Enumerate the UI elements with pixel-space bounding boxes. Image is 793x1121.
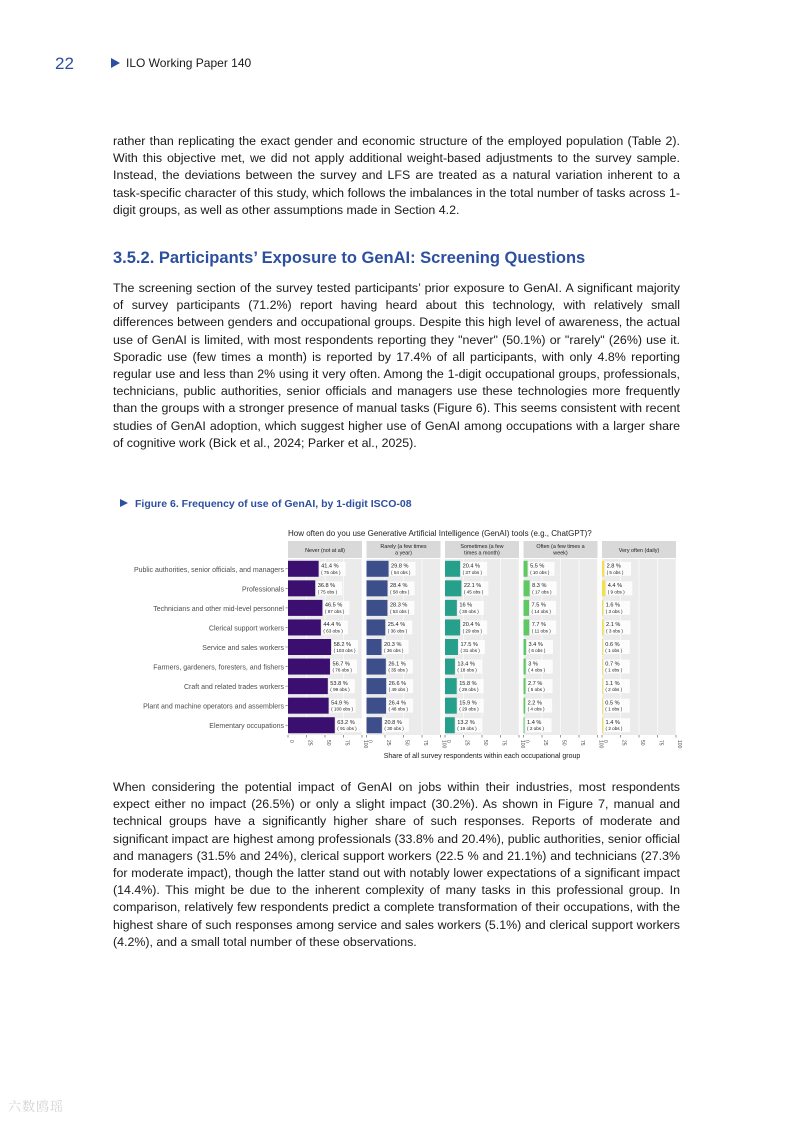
x-tick-label: 100: [597, 740, 604, 749]
x-tick-label: 50: [638, 740, 645, 746]
data-label-obs: ( 4 obs ): [528, 667, 546, 673]
x-tick-label: 0: [287, 740, 294, 743]
bar: [445, 698, 457, 714]
data-label-obs: ( 11 obs ): [531, 628, 551, 634]
bar: [367, 717, 382, 733]
data-label: 25.4 %: [387, 622, 406, 629]
bar: [524, 678, 526, 694]
bar: [602, 717, 603, 733]
bar: [367, 561, 389, 577]
data-label: 5.5 %: [530, 563, 545, 570]
y-tick-label: Craft and related trades workers: [184, 684, 284, 692]
bar: [288, 659, 330, 675]
data-label: 17.5 %: [460, 641, 478, 648]
data-label: 2.1 %: [606, 622, 621, 629]
bar: [288, 600, 322, 616]
data-label-obs: ( 36 obs ): [387, 628, 408, 634]
data-label: 44.4 %: [323, 622, 341, 629]
data-label: 3 %: [528, 661, 538, 668]
data-label: 46.5 %: [324, 602, 343, 609]
bar: [288, 580, 315, 596]
y-tick-label: Farmers, gardeners, foresters, and fishers: [153, 664, 284, 672]
data-label: 7.5 %: [531, 602, 546, 609]
chart-title: How often do you use Generative Artificial Intelligence (GenAI) tools (e.g., ChatGPT)?: [288, 529, 592, 538]
data-label-obs: ( 100 obs ): [331, 706, 354, 712]
series-title: ILO Working Paper 140: [126, 56, 252, 70]
data-label: 41.4 %: [321, 563, 339, 570]
x-tick-label: 0: [523, 740, 530, 743]
data-label-obs: ( 36 obs ): [384, 648, 404, 653]
x-tick-label: 100: [518, 740, 525, 749]
data-label: 54.9 %: [331, 700, 349, 707]
data-label-obs: ( 2 obs ): [605, 687, 623, 693]
data-label: 15.8 %: [459, 680, 477, 687]
data-label-obs: ( 53 obs ): [389, 608, 410, 614]
bar: [288, 717, 335, 733]
paragraph-3: When considering the potential impact of GenAI on jobs within their industries, most respondents expect either no impact (26.5%) or only a slight impact (30.2%). As shown in Figure 7, manual and technical groups have a significantly higher share of such responses. Reports of moderate and significant impact are highest among professionals (33.8% and 20.4%), public authorities, senior official and managers (31.5% and 24%), clerical support workers (22.5 % and 21.1%) and technicians (27.3% for moderate impact), though the latter stand out with notably lower expectations of a significant impact (14.4%). This might be due to the inherent complexity of many tasks in this professional group. In comparison, relatively few respondents predict a complete transformation of their occupations, with the highest share of such responses among service and sales workers (5.1%) and clerical support workers (4.2%), and a small total number of these observations.: [113, 780, 680, 949]
y-tick-label: Professionals: [241, 586, 284, 594]
data-label-obs: ( 1 obs ): [605, 648, 623, 653]
x-tick-label: 25: [541, 740, 548, 746]
bar: [445, 619, 460, 635]
bar: [367, 600, 388, 616]
frequency-chart: [110, 524, 695, 766]
facet-title: Sometimes (a few: [460, 544, 504, 550]
data-label: 3.4 %: [528, 641, 543, 648]
data-label: 53.8 %: [330, 680, 348, 687]
data-label: 0.6 %: [605, 641, 620, 648]
bar: [445, 659, 455, 675]
data-label: 2.7 %: [527, 680, 543, 687]
data-label-obs: ( 75 obs ): [321, 569, 341, 575]
data-label-obs: ( 29 obs ): [459, 687, 479, 693]
bar: [367, 639, 382, 655]
data-label: 13.2 %: [457, 720, 475, 727]
data-label: 16 %: [459, 602, 473, 609]
bar: [524, 717, 525, 733]
data-label: 1.4 %: [605, 720, 620, 727]
x-axis-label: Share of all survey respondents within each occupational group: [383, 753, 581, 760]
data-label: 13.4 %: [457, 661, 475, 668]
x-tick-label: 0: [366, 740, 373, 743]
bar: [288, 619, 321, 635]
x-tick-label: 50: [560, 740, 567, 746]
x-tick-label: 75: [657, 740, 664, 746]
figure-caption-text: Figure 6. Frequency of use of GenAI, by 1-digit ISCO-08: [135, 498, 412, 510]
bar: [288, 639, 331, 655]
paragraph-2: The screening section of the survey tested participants’ prior exposure to GenAI. A significant majority of survey participants (71.2%) report having heard about this technology, with relatively small differences between genders and occupational groups. Despite this high level of awareness, the actual use of GenAI is limited, with most respondents reporting they "never" (50.1%) or "rarely" (26%) use it. Sporadic use (few times a month) is reported by 17.4% of all participants, with only 4.8% reporting regular use and less than 2% using it very often. Among the 1-digit occupational groups, professionals, technicians, public authorities, senior officials and managers use these technologies more frequently than the groups with a stronger presence of manual tasks (Figure 6). This seems consistent with recent studies of GenAI adoption, which suggest higher use of GenAI among occupations with a larger share of cognitive work (Bick et al., 2024; Parker et al., 2025).: [113, 281, 680, 450]
bar: [288, 561, 319, 577]
bar: [367, 659, 386, 675]
page-header: [55, 54, 695, 74]
data-label: 15.9 %: [459, 700, 477, 707]
data-label: 1.6 %: [605, 602, 620, 609]
data-label-obs: ( 6 obs ): [528, 648, 546, 653]
bar: [524, 561, 528, 577]
x-tick-label: 25: [463, 740, 470, 746]
bar: [524, 580, 530, 596]
triangle-arrow-icon: [111, 58, 120, 68]
data-label: 4.4 %: [607, 583, 623, 590]
data-label: 58.2 %: [333, 641, 351, 648]
data-label: 1.4 %: [527, 720, 542, 727]
data-label: 1.1 %: [605, 680, 620, 687]
data-label-obs: ( 29 obs ): [462, 628, 483, 634]
facet-title: a year): [395, 550, 412, 557]
x-tick-label: 75: [343, 740, 350, 746]
bar: [367, 698, 387, 714]
x-tick-label: 100: [361, 740, 368, 749]
data-label-obs: ( 99 obs ): [330, 687, 350, 693]
data-label: 0.7 %: [605, 661, 620, 668]
data-label: 26.4 %: [388, 700, 406, 707]
data-label: 29.8 %: [391, 563, 409, 570]
data-label-obs: ( 29 obs ): [459, 706, 479, 712]
data-label: 63.2 %: [337, 720, 355, 727]
data-label-obs: ( 10 obs ): [530, 569, 550, 575]
bar: [524, 619, 530, 635]
data-label-obs: ( 45 obs ): [463, 589, 484, 595]
x-tick-label: 100: [440, 740, 447, 749]
x-tick-label: 50: [324, 740, 331, 746]
data-label-obs: ( 3 obs ): [605, 608, 623, 614]
facet-title: Often (a few times a: [536, 544, 585, 550]
data-label: 28.3 %: [389, 602, 408, 609]
data-label-obs: ( 54 obs ): [391, 569, 411, 575]
data-label-obs: ( 91 obs ): [337, 726, 357, 732]
data-label-obs: ( 75 obs ): [317, 589, 338, 595]
facet-title: Rarely (a few times: [380, 544, 427, 550]
y-tick-label: Plant and machine operators and assemblers: [143, 703, 284, 711]
data-label-obs: ( 58 obs ): [390, 589, 410, 595]
data-label: 36.8 %: [317, 583, 336, 590]
bar: [367, 678, 387, 694]
bar: [602, 600, 603, 616]
data-label-obs: ( 5 obs ): [606, 569, 624, 575]
x-tick-label: 50: [403, 740, 410, 746]
bar: [524, 659, 526, 675]
data-label-obs: ( 14 obs ): [531, 608, 551, 614]
data-label: 20.3 %: [384, 641, 402, 648]
data-label-obs: ( 2 obs ): [605, 726, 623, 732]
paragraph-1: rather than replicating the exact gender and economic structure of the employed population (Table 2). With this objective met, we did not apply additional weight-based adjustments to the survey sample. Instead, the deviations between the survey and LFS are treated as a natural variation inherent to a task-specific character of this study, which follows the imbalances in the total number of tasks across 1-digit groups, as well as other assumptions made in Section 4.2.: [113, 134, 680, 217]
facet-title: Never (not at all): [305, 548, 345, 554]
data-label-obs: ( 3 obs ): [606, 628, 623, 634]
bar: [288, 698, 329, 714]
data-label: 20.4 %: [462, 563, 481, 570]
bar: [602, 698, 603, 714]
facet-title: Very often (daily): [618, 548, 660, 554]
bar: [445, 580, 461, 596]
y-tick-label: Clerical support workers: [208, 625, 284, 633]
bar: [367, 580, 388, 596]
data-label-obs: ( 4 obs ): [527, 706, 545, 712]
data-label-obs: ( 63 obs ): [323, 628, 343, 634]
data-label: 20.4 %: [462, 622, 481, 629]
x-tick-label: 50: [481, 740, 488, 746]
data-label: 20.8 %: [384, 720, 402, 727]
bar: [602, 580, 605, 596]
bar: [445, 600, 457, 616]
bar: [602, 561, 604, 577]
facet-title: times a month): [464, 550, 500, 557]
chart-svg: [110, 524, 695, 766]
bar: [288, 678, 328, 694]
x-tick-label: 25: [620, 740, 627, 746]
data-label-obs: ( 37 obs ): [462, 569, 483, 575]
data-label-obs: ( 30 obs ): [384, 726, 404, 732]
bar: [367, 619, 386, 635]
data-label-obs: ( 48 obs ): [388, 706, 408, 712]
x-tick-label: 25: [384, 740, 391, 746]
data-label-obs: ( 30 obs ): [459, 608, 479, 614]
section-heading: 3.5.2. Participants’ Exposure to GenAI: Screening Questions: [113, 249, 586, 267]
y-tick-label: Technicians and other mid-level personnel: [153, 605, 284, 613]
bar: [602, 678, 603, 694]
data-label-obs: ( 19 obs ): [457, 726, 477, 732]
data-label-obs: ( 2 obs ): [527, 726, 544, 732]
facet-title: week): [553, 550, 568, 557]
data-label: 56.7 %: [332, 661, 350, 668]
watermark: 六数鸥瑶: [8, 1100, 65, 1115]
y-tick-label: Public authorities, senior officials, and managers: [133, 566, 284, 574]
data-label-obs: ( 103 obs ): [333, 648, 356, 653]
data-label: 7.7 %: [531, 622, 547, 629]
bar: [524, 600, 530, 616]
bar: [602, 639, 603, 655]
bar: [445, 717, 455, 733]
x-tick-label: 0: [601, 740, 608, 743]
x-tick-label: 100: [675, 740, 682, 749]
data-label: 22.1 %: [463, 583, 482, 590]
bar: [602, 619, 604, 635]
page-number: 22: [55, 54, 74, 73]
data-label: 0.5 %: [605, 700, 620, 707]
data-label: 8.3 %: [532, 583, 547, 590]
data-label-obs: ( 18 obs ): [457, 667, 477, 673]
data-label: 26.6 %: [388, 680, 407, 687]
data-label-obs: ( 87 obs ): [324, 608, 345, 614]
data-label: 2.2 %: [527, 700, 542, 707]
y-tick-label: Elementary occupations: [209, 723, 284, 731]
data-label: 26.1 %: [388, 661, 406, 668]
data-label-obs: ( 76 obs ): [332, 667, 352, 673]
data-label-obs: ( 9 obs ): [607, 589, 625, 595]
bar: [445, 561, 460, 577]
data-label-obs: ( 35 obs ): [388, 667, 408, 673]
y-tick-label: Service and sales workers: [202, 645, 284, 652]
bar: [524, 698, 526, 714]
data-label-obs: ( 1 obs ): [605, 706, 623, 712]
bar: [524, 639, 527, 655]
x-tick-label: 75: [578, 740, 585, 746]
data-label-obs: ( 1 obs ): [605, 667, 623, 673]
x-tick-label: 25: [306, 740, 313, 746]
data-label-obs: ( 49 obs ): [388, 687, 409, 693]
x-tick-label: 0: [444, 740, 451, 743]
data-label: 28.4 %: [390, 583, 408, 590]
figure-caption: [120, 498, 412, 510]
data-label-obs: ( 31 obs ): [460, 648, 480, 653]
bar: [445, 678, 457, 694]
bar: [445, 639, 458, 655]
x-tick-label: 75: [421, 740, 428, 746]
triangle-arrow-icon: [120, 499, 128, 507]
data-label-obs: ( 5 obs ): [527, 687, 545, 693]
bar: [602, 659, 603, 675]
data-label-obs: ( 17 obs ): [532, 589, 552, 595]
data-label: 2.8 %: [606, 563, 621, 570]
x-tick-label: 75: [500, 740, 507, 746]
